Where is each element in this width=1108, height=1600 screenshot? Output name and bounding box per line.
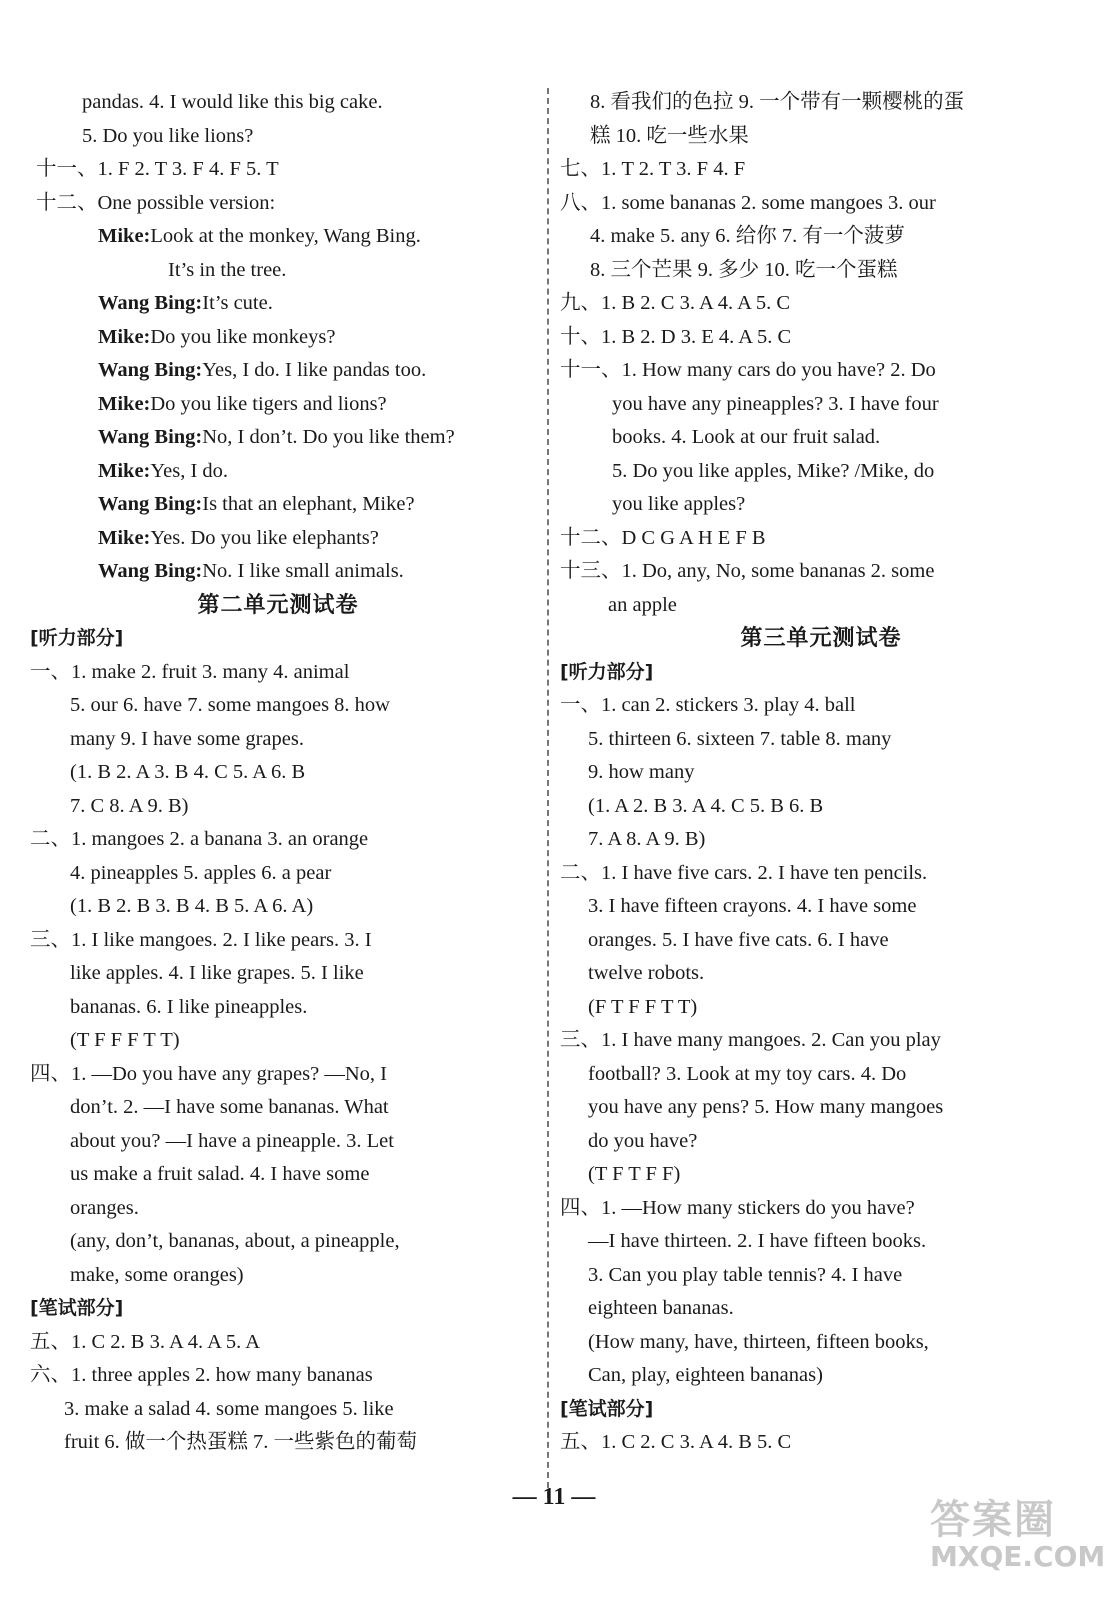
dialogue-text: Do you like monkeys?	[150, 325, 336, 348]
answer-line: 四、1. —How many stickers do you have?	[560, 1196, 915, 1219]
answer-line: (T F T F F)	[588, 1163, 681, 1185]
column-divider	[547, 88, 549, 1498]
answer-line: (1. B 2. B 3. B 4. B 5. A 6. A)	[70, 895, 314, 917]
answer-line: 3. Can you play table tennis? 4. I have	[588, 1263, 903, 1286]
answer-line: 糕 10. 吃一些水果	[590, 124, 749, 147]
answer-line: eighteen bananas.	[588, 1297, 734, 1319]
answer-line: you like apples?	[612, 493, 746, 515]
answer-line: 二、1. I have five cars. 2. I have ten pencils.	[560, 861, 928, 884]
answer-line: pandas. 4. I would like this big cake.	[82, 91, 383, 113]
dialogue-line	[22, 287, 534, 321]
answer-line: 五、1. C 2. B 3. A 4. A 5. A	[30, 1330, 261, 1353]
answer-line: It’s in the tree.	[168, 258, 287, 281]
answer-line: —I have thirteen. 2. I have fifteen books.	[588, 1230, 927, 1252]
answer-line: 7. A 8. A 9. B)	[588, 828, 706, 850]
dialogue-line	[22, 555, 534, 589]
answer-line: 9. how many	[588, 761, 695, 783]
answer-line: books. 4. Look at our fruit salad.	[612, 426, 881, 448]
answer-line: 十、1. B 2. D 3. E 4. A 5. C	[560, 325, 792, 348]
dialogue-text: Do you like tigers and lions?	[150, 392, 387, 415]
answer-line: 六、1. three apples 2. how many bananas	[30, 1364, 373, 1386]
answer-line: you have any pens? 5. How many mangoes	[588, 1096, 944, 1118]
speaker-name: Mike:	[98, 392, 151, 415]
dialogue-line	[22, 321, 534, 355]
answer-line: (any, don’t, bananas, about, a pineapple,	[70, 1230, 400, 1252]
dialogue-line	[22, 388, 534, 422]
answer-line: oranges. 5. I have five cats. 6. I have	[588, 928, 889, 951]
answer-line: 三、1. I have many mangoes. 2. Can you play	[560, 1029, 941, 1051]
part-label: [笔试部分]	[560, 1397, 654, 1420]
answer-line: 8. 三个芒果 9. 多少 10. 吃一个蛋糕	[590, 258, 898, 281]
answer-line: (1. A 2. B 3. A 4. C 5. B 6. B	[588, 794, 824, 817]
section-heading: 第二单元测试卷	[197, 592, 359, 618]
answer-line: 三、1. I like mangoes. 2. I like pears. 3. I	[30, 928, 372, 951]
answer-line: many 9. I have some grapes.	[70, 727, 304, 750]
speaker-name: Wang Bing:	[98, 493, 203, 515]
answer-line: 3. I have fifteen crayons. 4. I have some	[588, 895, 917, 917]
answer-line: 5. Do you like lions?	[82, 124, 254, 147]
answer-line: 十二、D C G A H E F B	[560, 526, 766, 549]
answer-line: 九、1. B 2. C 3. A 4. A 5. C	[560, 292, 791, 314]
part-label: [听力部分]	[30, 627, 124, 649]
part-label: [笔试部分]	[30, 1297, 124, 1319]
dialogue-text: No, I don’t. Do you like them?	[202, 426, 455, 448]
speaker-name: Wang Bing:	[98, 292, 203, 314]
answer-line: an apple	[608, 593, 677, 616]
answer-line: 4. make 5. any 6. 给你 7. 有一个菠萝	[590, 225, 905, 247]
answer-line: us make a fruit salad. 4. I have some	[70, 1163, 370, 1185]
speaker-name: Mike:	[98, 225, 151, 247]
dialogue-text: It’s cute.	[202, 292, 273, 314]
page-number: — 11 —	[512, 1484, 596, 1510]
answer-line: 3. make a salad 4. some mangoes 5. like	[64, 1397, 394, 1420]
dialogue-text: Yes, I do. I like pandas too.	[202, 359, 427, 381]
answer-line: 十三、1. Do, any, No, some bananas 2. some	[560, 560, 935, 582]
answer-line: fruit 6. 做一个热蛋糕 7. 一些紫色的葡萄	[64, 1431, 418, 1453]
answer-line: football? 3. Look at my toy cars. 4. Do	[588, 1062, 907, 1085]
answer-line: 8. 看我们的色拉 9. 一个带有一颗樱桃的蛋	[590, 91, 965, 113]
answer-line: 二、1. mangoes 2. a banana 3. an orange	[30, 828, 369, 850]
answer-line: bananas. 6. I like pineapples.	[70, 995, 308, 1018]
answer-line: 一、1. make 2. fruit 3. many 4. animal	[30, 660, 350, 683]
answer-line: 4. pineapples 5. apples 6. a pear	[70, 861, 332, 884]
right-column	[560, 86, 1082, 1460]
dialogue-line	[22, 421, 534, 455]
answer-line: 八、1. some bananas 2. some mangoes 3. our	[560, 191, 936, 214]
dialogue-line	[22, 522, 534, 556]
answer-line: oranges.	[70, 1196, 139, 1219]
answer-line: (T F F F T T)	[70, 1029, 180, 1051]
dialogue-line	[22, 220, 534, 254]
answer-line: (1. B 2. A 3. B 4. C 5. A 6. B	[70, 761, 306, 783]
answer-line: don’t. 2. —I have some bananas. What	[70, 1096, 389, 1118]
answer-line: make, some oranges)	[70, 1263, 244, 1286]
answer-line: do you have?	[588, 1129, 698, 1152]
answer-line: twelve robots.	[588, 962, 705, 984]
left-column	[22, 86, 534, 1460]
speaker-name: Wang Bing:	[98, 426, 203, 448]
answer-line: you have any pineapples? 3. I have four	[612, 392, 939, 415]
part-label: [听力部分]	[560, 660, 654, 683]
answer-line: 5. Do you like apples, Mike? /Mike, do	[612, 459, 935, 482]
watermark-logo	[930, 1498, 1105, 1573]
answer-line: 十一、1. How many cars do you have? 2. Do	[560, 359, 936, 381]
section-heading: 第三单元测试卷	[740, 626, 902, 651]
watermark-en: MXQE.COM	[930, 1540, 1106, 1573]
answer-line: 7. C 8. A 9. B)	[70, 794, 189, 817]
dialogue-line	[22, 488, 534, 522]
answer-line: 一、1. can 2. stickers 3. play 4. ball	[560, 694, 856, 716]
watermark-cn: 答案圈	[930, 1497, 1056, 1543]
answer-line: (F T F F T T)	[588, 995, 698, 1018]
answer-line: about you? —I have a pineapple. 3. Let	[70, 1129, 394, 1152]
speaker-name: Mike:	[98, 325, 151, 348]
dialogue-line	[22, 455, 534, 489]
answer-line: 5. our 6. have 7. some mangoes 8. how	[70, 694, 390, 716]
dialogue-text: Is that an elephant, Mike?	[202, 493, 415, 515]
answer-line: 十二、One possible version:	[36, 191, 276, 214]
answer-line: like apples. 4. I like grapes. 5. I like	[70, 962, 364, 984]
answer-line: 五、1. C 2. C 3. A 4. B 5. C	[560, 1431, 792, 1453]
answer-line: (How many, have, thirteen, fifteen books,	[588, 1330, 929, 1353]
answer-line: 四、1. —Do you have any grapes? —No, I	[30, 1062, 387, 1085]
answer-line: 七、1. T 2. T 3. F 4. F	[560, 158, 746, 180]
answer-line: Can, play, eighteen bananas)	[588, 1364, 823, 1386]
speaker-name: Mike:	[98, 459, 151, 482]
dialogue-line	[22, 354, 534, 388]
answer-line: 十一、1. F 2. T 3. F 4. F 5. T	[36, 158, 279, 180]
speaker-name: Wang Bing:	[98, 560, 203, 582]
dialogue-text: Yes. Do you like elephants?	[150, 526, 379, 549]
speaker-name: Mike:	[98, 526, 151, 549]
answer-line: 5. thirteen 6. sixteen 7. table 8. many	[588, 727, 892, 750]
dialogue-text: No. I like small animals.	[202, 560, 404, 582]
dialogue-text: Yes, I do.	[150, 459, 229, 482]
dialogue-text: Look at the monkey, Wang Bing.	[150, 225, 421, 247]
speaker-name: Wang Bing:	[98, 359, 203, 381]
